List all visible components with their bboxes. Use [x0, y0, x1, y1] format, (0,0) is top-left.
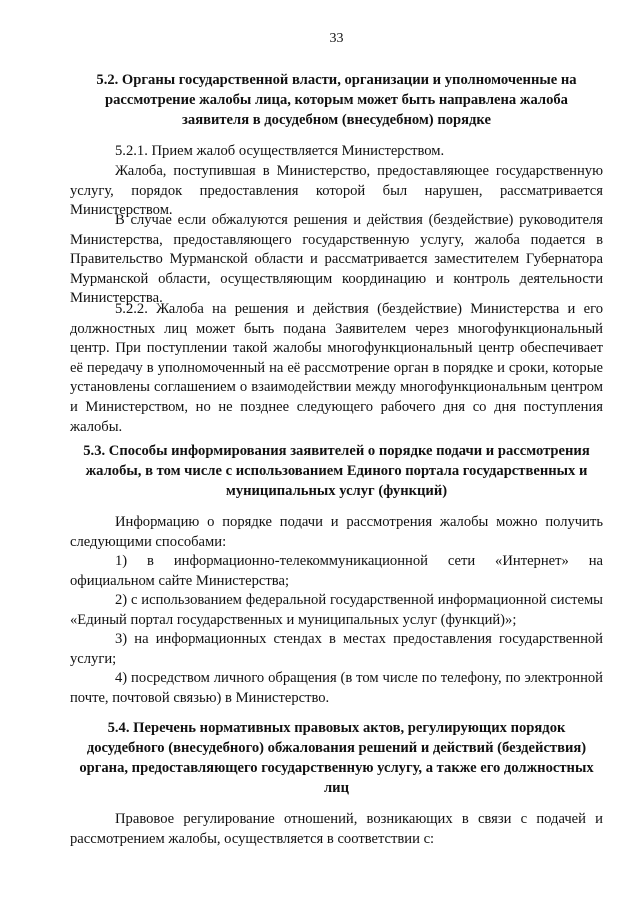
- section-5-2-paragraph-2: Жалоба, поступившая в Министерство, предоставляющее государственную услугу, порядок предоставления которой был нарушен, рассматривается Министерством.: [70, 163, 603, 219]
- section-5-3-list-item-1: 1) в информационно-телекоммуникационной сети «Интернет» на официальном сайте Министерства;: [70, 553, 603, 589]
- section-5-4-heading: 5.4. Перечень нормативных правовых актов, регулирующих порядок досудебного (внесудебного) обжалования решений и действий (бездействия) органа, предоставляющего государственную услугу, а также его должностных лиц: [79, 720, 594, 796]
- section-5-2-heading: 5.2. Органы государственной власти, организации и уполномоченные на рассмотрение жалобы лица, которым может быть направлена жалоба заявителя в досудебном (внесудебном) порядке: [96, 72, 577, 128]
- section-5-3-list-item-2: 2) с использованием федеральной государственной информационной системы «Единый портал государственных и муниципальных услуг (функций)»;: [70, 592, 603, 628]
- section-5-3-list-item-4: 4) посредством личного обращения (в том числе по телефону, по электронной почте, почтовой связью) в Министерство.: [70, 670, 603, 706]
- section-5-4-paragraph-1: Правовое регулирование отношений, возникающих в связи с подачей и рассмотрением жалобы, осуществляется в соответствии с:: [70, 811, 603, 847]
- section-5-3-heading: 5.3. Способы информирования заявителей о порядке подачи и рассмотрения жалобы, в том числе с использованием Единого портала государственных и муниципальных услуг (функций): [83, 443, 590, 499]
- section-5-3-list-item-3: 3) на информационных стендах в местах предоставления государственной услуги;: [70, 631, 603, 667]
- section-5-3-paragraph-1: Информацию о порядке подачи и рассмотрения жалобы можно получить следующими способами:: [70, 514, 603, 550]
- section-5-2-paragraph-3: В случае если обжалуются решения и действия (бездействие) руководителя Министерства, предоставляющего государственную услугу, жалоба подается в Правительство Мурманской области и рассматривается заместителем Губернатора Мурманской области, осуществляющим координацию и контроль деятельности Министерства.: [70, 212, 603, 307]
- page-number: 33: [329, 31, 344, 46]
- section-5-2-paragraph-1: 5.2.1. Прием жалоб осуществляется Министерством.: [115, 143, 445, 159]
- section-5-2-paragraph-4: 5.2.2. Жалоба на решения и действия (бездействие) Министерства и его должностных лиц может быть подана Заявителем через многофункциональный центр. При поступлении такой жалобы многофункциональный центр обеспечивает её передачу в уполномоченный на её рассмотрение орган в порядке и сроки, которые установлены соглашением о взаимодействии между многофункциональным центром и Министерством, но не позднее следующего рабочего дня со дня поступления жалобы.: [70, 301, 603, 435]
